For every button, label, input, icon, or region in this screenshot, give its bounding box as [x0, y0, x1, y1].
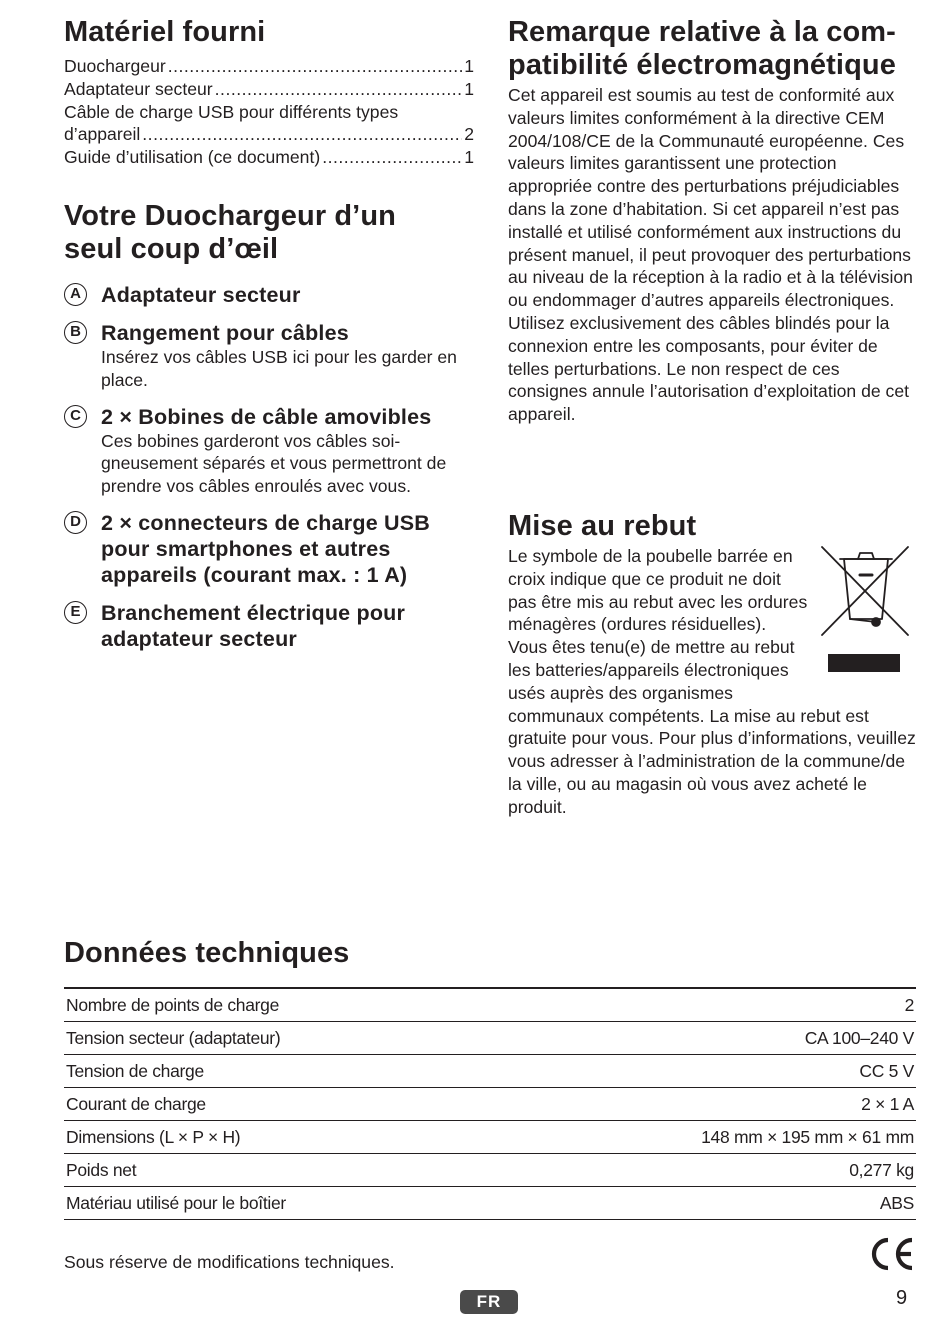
letter-b-icon: B: [64, 321, 87, 344]
supplied-item-line1: Câble de charge USB pour différents types: [64, 101, 399, 122]
emc-text: Cet appareil est soumis au test de conformité aux valeurs limites conformément à la directive CEM 2004/108/CE de la Communauté européenne. Ces valeurs limites garantissent une protection appropriée contre des perturbations préjudiciables dans la zone d’habitation. Si cet appareil n’est pas installé et utilisé conformément aux instructions du présent manuel, il peut provoquer des perturbations au niveau de la réception à la radio et à la télévision ou endommager d’autres appareils électroniques. Utilisez exclusivement des câbles blindés pour la connexion entre les composants, pour éviter de telles perturbations. Le non respect de ces consignes annule l’autorisation d’exploitation de cet appareil.: [508, 85, 913, 425]
overview-item-desc: Insérez vos câbles USB ici pour les garder en place.: [101, 346, 457, 390]
table-row: [64, 989, 916, 1022]
overview-item-d: [64, 510, 474, 588]
supplied-item: Duochargeur ..... 1: [64, 55, 474, 78]
overview-list: [64, 282, 474, 652]
overview-item-title: 2 × connecteurs de charge USB pour smartphones et autres appareils (courant max. : 1 A): [101, 510, 431, 587]
letter-e-icon: E: [64, 601, 87, 624]
letter-c-icon: C: [64, 405, 87, 428]
language-badge: FR: [460, 1290, 518, 1314]
supplied-item: Adaptateur secteur ..... 1: [64, 78, 474, 101]
tech-label: Poids net: [66, 1159, 137, 1180]
overview-item-desc: Ces bobines garderont vos câbles soigneusement séparés et vous permettront de prendre vos câbles enroulés avec vous.: [101, 430, 447, 497]
footer-note: Sous réserve de modifications techniques.: [64, 1252, 395, 1272]
supplied-heading: Matériel fourni: [64, 16, 266, 48]
weee-symbol: [818, 543, 914, 683]
supplied-item: d’appareil ..... 2: [64, 123, 474, 146]
overview-item-title: Rangement pour câbles: [101, 320, 349, 345]
table-row: [64, 1187, 916, 1220]
overview-item-e: [64, 600, 474, 652]
tech-value: 2 × 1 A: [861, 1093, 914, 1114]
letter-a-icon: A: [64, 283, 87, 306]
left-column: [64, 16, 474, 664]
crossed-out-wheelie-bin-icon: [818, 543, 914, 643]
disposal-section: [508, 510, 918, 819]
overview-item-c: [64, 404, 474, 498]
tech-heading: Données techniques: [64, 937, 350, 969]
tech-label: Nombre de points de charge: [66, 994, 280, 1015]
overview-item-title: Adaptateur secteur: [101, 282, 301, 307]
disposal-heading: Mise au rebut: [508, 510, 697, 542]
overview-item-b: [64, 320, 474, 392]
right-column: [508, 16, 918, 426]
tech-value: ABS: [879, 1192, 914, 1213]
tech-value: CA 100–240 V: [804, 1027, 914, 1048]
weee-bar: [828, 654, 900, 672]
table-row: [64, 1055, 916, 1088]
overview-heading: Votre Duochargeur d’un seul coup d’œil: [64, 199, 396, 265]
letter-d-icon: D: [64, 511, 87, 534]
overview-item-title: Branchement électrique pour adaptateur secteur: [101, 600, 406, 651]
tech-label: Matériau utilisé pour le boîtier: [66, 1192, 286, 1213]
table-row: [64, 1121, 916, 1154]
page-number: 9: [896, 1287, 908, 1309]
overview-item-title: 2 × Bobines de câble amovibles: [101, 404, 432, 429]
tech-label: Tension secteur (adaptateur): [66, 1027, 281, 1048]
overview-item-a: [64, 282, 474, 308]
tech-label: Courant de charge: [66, 1093, 206, 1114]
tech-table: [64, 987, 916, 1220]
supplied-item: Guide d’utilisation (ce document) ..... 1: [64, 146, 474, 169]
tech-value: 0,277 kg: [849, 1159, 914, 1180]
emc-heading: Remarque relative à la com- patibilité électromagnétique: [508, 16, 896, 81]
tech-value: CC 5 V: [859, 1060, 914, 1081]
tech-value: 2: [904, 994, 914, 1015]
disposal-text: Le symbole de la poubelle barrée en croix indique que ce produit ne doit pas être mis au rebut avec les ordures ménagères (ordures résiduelles). Vous êtes tenu(e) de mettre au rebut les batteries/appareils électroniques usés auprès des organismes communaux compétents. La mise au rebut est gratuite pour vous. Pour plus d’informations, veuillez vous adresser à l’administration de la commune/de la ville, ou au magasin où vous avez acheté le produit.: [508, 546, 916, 817]
tech-label: Tension de charge: [66, 1060, 204, 1081]
table-row: [64, 1088, 916, 1121]
tech-value: 148 mm × 195 mm × 61 mm: [701, 1126, 914, 1147]
table-row: [64, 1022, 916, 1055]
supplied-list: [64, 55, 474, 169]
tech-section: [64, 937, 916, 1220]
ce-mark-icon: [866, 1236, 916, 1272]
tech-label: Dimensions (L × P × H): [66, 1126, 241, 1147]
table-row: [64, 1154, 916, 1187]
